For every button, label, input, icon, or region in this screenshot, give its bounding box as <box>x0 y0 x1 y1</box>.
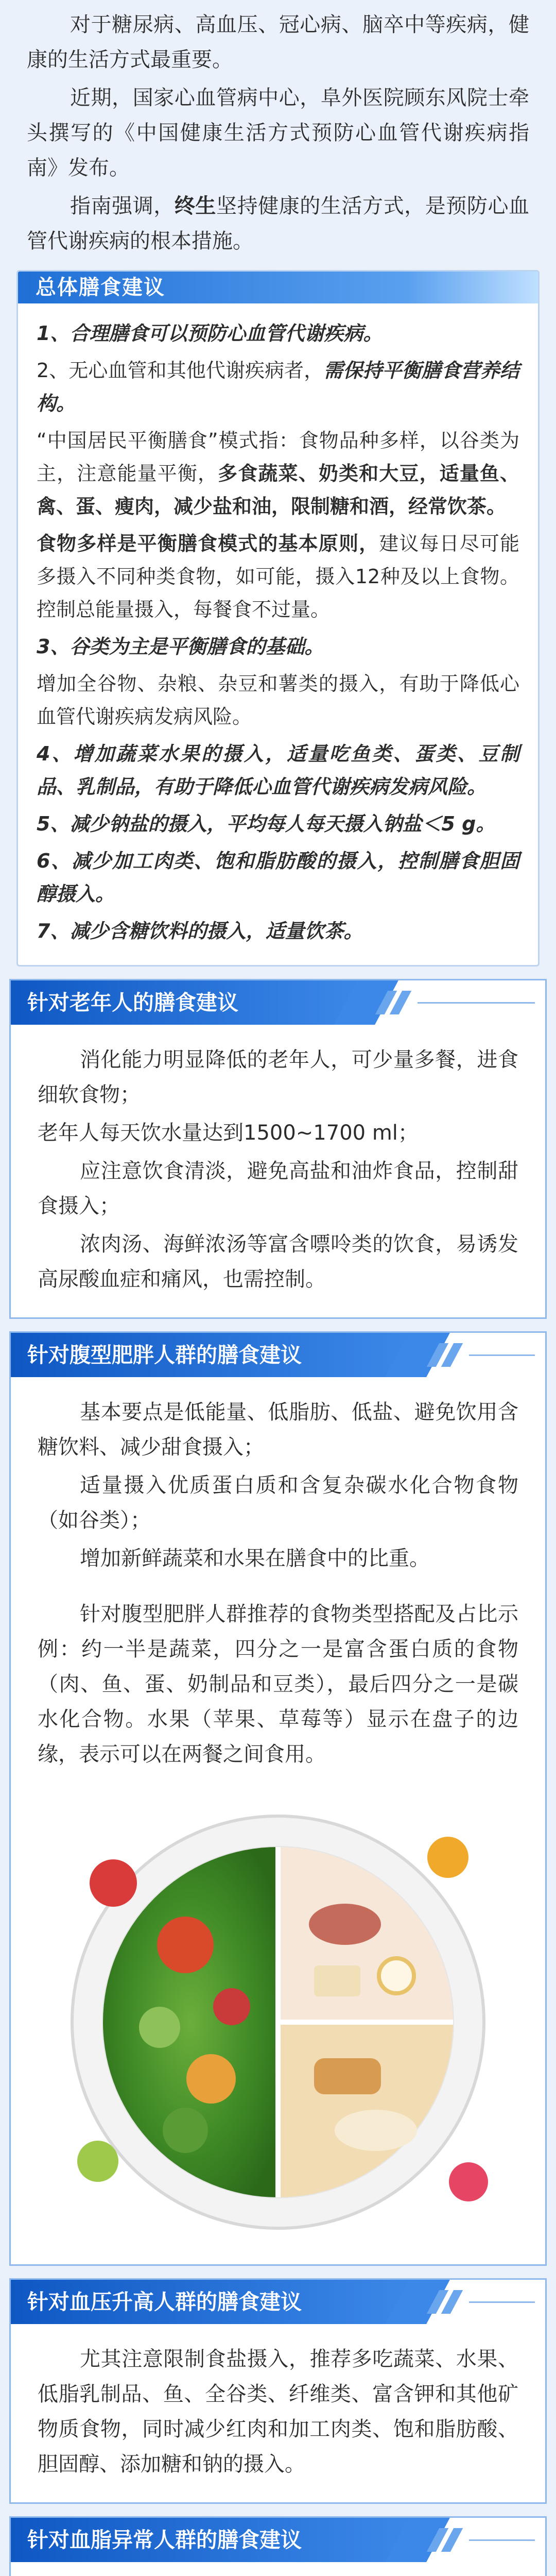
general-item-8: 5、减少钠盐的摄入，平均每人每天摄入钠盐＜5 g。 <box>37 812 496 835</box>
cheese-icon <box>314 1965 360 1996</box>
general-item-2-pre: 2、无心血管和其他代谢疾病者， <box>37 359 324 382</box>
lettuce-icon <box>139 2007 180 2048</box>
rice-icon <box>335 2110 417 2151</box>
lipid-section-title: 针对血脂异常人群的膳食建议 <box>11 2518 412 2562</box>
obesity-paragraph-3: 增加新鲜蔬菜和水果在膳食中的比重。 <box>80 1547 430 1570</box>
radish-icon <box>213 1988 250 2025</box>
intro-section <box>0 0 556 259</box>
general-item-9: 6、减少加工肉类、饱和脂肪酸的摄入，控制膳食胆固醇摄入。 <box>37 850 519 905</box>
general-item-6: 增加全谷物、杂粮、杂豆和薯类的摄入，有助于降低心血管代谢疾病发病风险。 <box>37 672 519 728</box>
general-item-7: 4、增加蔬菜水果的摄入，适量吃鱼类、蛋类、豆制品、乳制品，有助于降低心血管代谢疾病发病风险。 <box>37 742 519 798</box>
general-item-2 <box>37 354 519 420</box>
tomato-icon <box>157 1917 214 1973</box>
header-line-decoration <box>469 2301 535 2303</box>
elderly-section <box>9 979 547 1319</box>
intro-paragraph-3 <box>27 189 529 259</box>
intro-paragraph-1: 对于糖尿病、高血压、冠心病、脑卒中等疾病，健康的生活方式最重要。 <box>27 13 529 72</box>
hypertension-section-title: 针对血压升高人群的膳食建议 <box>11 2280 412 2324</box>
intro-p3-pre: 指南强调， <box>70 194 175 218</box>
meat-icon <box>309 1904 381 1945</box>
lipid-section-body <box>11 2562 545 2576</box>
general-advice-title: 总体膳食建议 <box>18 272 538 303</box>
orange-icon <box>427 1837 468 1878</box>
general-item-10: 7、减少含糖饮料的摄入，适量饮茶。 <box>37 920 363 942</box>
obesity-section-title: 针对腹型肥胖人群的膳食建议 <box>11 1333 412 1377</box>
obesity-section-body <box>11 1377 545 2264</box>
healthy-plate-illustration <box>57 1790 499 2233</box>
elderly-section-header <box>11 980 545 1025</box>
intro-p3-post: 坚持健康的生活方式，是预防心血管代谢疾病的根本措施。 <box>27 194 530 253</box>
elderly-paragraph-4: 浓肉汤、海鲜浓汤等富含嘌呤类的饮食，易诱发高尿酸血症和痛风，也需控制。 <box>38 1232 518 1291</box>
obesity-section <box>9 1331 547 2266</box>
intro-p3-bold: 终生 <box>174 194 217 218</box>
pear-icon <box>77 2141 118 2182</box>
strawberry-icon <box>449 2162 488 2201</box>
apple-icon <box>90 1859 137 1907</box>
obesity-section-header <box>11 1333 545 1377</box>
bread-icon <box>314 2058 381 2094</box>
general-item-4-post: 建议每日尽可能多摄入不同种类食物，如可能，摄入12种及以上食物。控制总能量摄入，每餐食不过量。 <box>37 532 519 621</box>
obesity-paragraph-1: 基本要点是低能量、低脂肪、低盐、避免饮用含糖饮料、减少甜食摄入； <box>38 1400 518 1459</box>
hypertension-paragraph-1: 尤其注意限制食盐摄入，推荐多吃蔬菜、水果、低脂乳制品、鱼、全谷类、纤维类、富含钾和其他矿物质食物，同时减少红肉和加工肉类、饱和脂肪酸、胆固醇、添加糖和钠的摄入。 <box>38 2347 518 2476</box>
obesity-paragraph-2: 适量摄入优质蛋白质和含复杂碳水化合物食物（如谷类）； <box>38 1473 518 1532</box>
lipid-section-header <box>11 2518 545 2562</box>
elderly-paragraph-2: 老年人每天饮水量达到1500~1700 ml； <box>38 1121 419 1145</box>
header-line-decoration <box>418 1002 535 1004</box>
elderly-section-body <box>11 1025 545 1317</box>
general-item-5: 3、谷类为主是平衡膳食的基础。 <box>37 635 324 658</box>
general-item-3-bold: 多食蔬菜、奶类和大豆，适量鱼、禽、蛋、瘦肉，减少盐和油，限制糖和酒，经常饮茶。 <box>37 462 519 518</box>
plate-graphic <box>57 1790 499 2233</box>
broccoli-icon <box>163 2108 208 2153</box>
header-line-decoration <box>469 1354 535 1356</box>
pepper-icon <box>186 2054 236 2104</box>
general-advice-body <box>18 303 538 965</box>
hypertension-section-header <box>11 2280 545 2324</box>
general-item-2-bold: 需保持平衡膳食营养结构。 <box>37 359 519 415</box>
hypertension-section-body <box>11 2324 545 2502</box>
obesity-paragraph-4: 针对腹型肥胖人群推荐的食物类型搭配及占比示例：约一半是蔬菜，四分之一是富含蛋白质的食物（肉、鱼、蛋、奶制品和豆类），最后四分之一是碳水化合物。水果（苹果、草莓等）显示在盘子的边缘，表示可以在两餐之间食用。 <box>38 1602 518 1766</box>
general-advice-card <box>16 270 540 967</box>
elderly-section-title: 针对老年人的膳食建议 <box>11 980 361 1025</box>
general-item-1: 1、合理膳食可以预防心血管代谢疾病。 <box>37 322 383 345</box>
general-item-3 <box>37 424 519 523</box>
elderly-paragraph-1: 消化能力明显降低的老年人，可少量多餐，进食细软食物； <box>38 1048 518 1107</box>
elderly-paragraph-3: 应注意饮食清淡，避免高盐和油炸食品，控制甜食摄入； <box>38 1159 518 1218</box>
general-item-3-pre: “中国居民平衡膳食”模式指：食物品种多样，以谷类为主，注意能量平衡， <box>37 429 519 485</box>
general-item-4-bold: 食物多样是平衡膳食模式的基本原则， <box>37 532 379 555</box>
egg-icon <box>379 1958 414 1993</box>
header-line-decoration <box>469 2539 535 2541</box>
lipid-section <box>9 2516 547 2576</box>
intro-paragraph-2: 近期，国家心血管病中心，阜外医院顾东风院士牵头撰写的《中国健康生活方式预防心血管代谢疾病指南》发布。 <box>27 86 529 180</box>
hypertension-section <box>9 2278 547 2504</box>
carbohydrate-quarter <box>278 2022 453 2197</box>
general-item-4 <box>37 527 519 626</box>
